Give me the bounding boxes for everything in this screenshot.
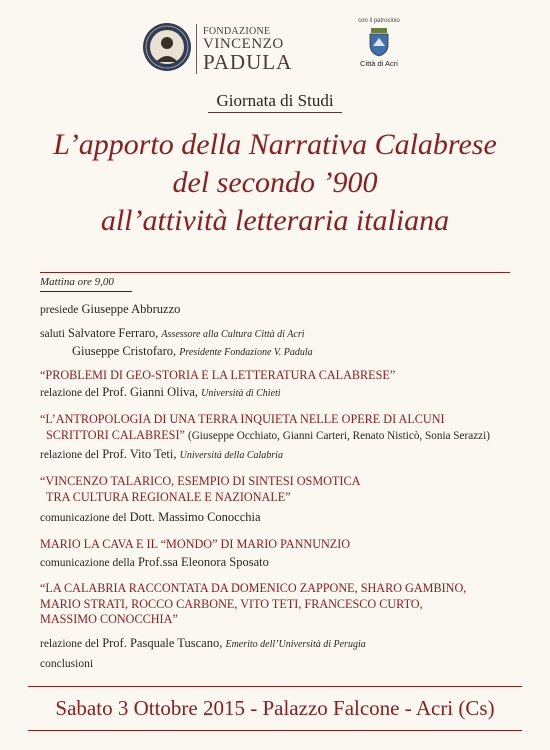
talk3-line2: TRA CULTURA REGIONALE E NAZIONALE”: [46, 489, 291, 504]
greet2-name: Giuseppe Cristofaro,: [72, 344, 177, 358]
talk1-title: “PROBLEMI DI GEO-STORIA E LA LETTERATURA CALABRESE”: [40, 368, 396, 382]
talk1-speaker: Prof. Gianni Oliva,: [102, 385, 199, 399]
event-subtitle-text: Giornata di Studi: [208, 91, 341, 113]
talk2-line1: “L’ANTROPOLOGIA DI UNA TERRA INQUIETA NELLE OPERE DI ALCUNI: [40, 412, 445, 426]
talk3-credit: [40, 510, 520, 526]
foundation-name: [203, 26, 292, 73]
talk2-line2-row: [40, 428, 525, 445]
event-title: [0, 126, 550, 240]
talk2-affiliation: Università della Calabria: [179, 450, 283, 461]
greetings-label: saluti: [40, 328, 65, 340]
chair-name: Giuseppe Abbruzzo: [81, 302, 181, 316]
event-subtitle: [0, 91, 550, 113]
greet1-name: Salvatore Ferraro,: [68, 326, 159, 340]
greet2-role: Presidente Fondazione V. Padula: [179, 347, 313, 358]
session-time: Mattina ore 9,00: [40, 276, 114, 288]
closing-remarks: conclusioni: [40, 658, 94, 670]
city-crest-icon: [368, 27, 390, 57]
talk2-title: [40, 412, 525, 444]
top-rule: [40, 272, 510, 273]
patronage-caption: con il patrocinio: [358, 18, 400, 24]
talk2-authors: (Giuseppe Occhiato, Gianni Carteri, Renato Nisticò, Sonia Serazzi): [187, 429, 490, 442]
talk4-speaker: Prof.ssa Eleonora Sposato: [137, 555, 269, 569]
title-line3: all’attività letteraria italiana: [100, 204, 450, 237]
talk2-line2: SCRITTORI CALABRESI”: [46, 427, 185, 442]
talk5-affiliation: Emerito dell’Università di Perugia: [225, 639, 366, 650]
page-header: [0, 14, 550, 89]
city-name: Città di Acri: [360, 59, 398, 68]
session-underline: [40, 291, 132, 292]
talk4-title: MARIO LA CAVA E IL “MONDO” DI MARIO PANNUNZIO: [40, 537, 351, 551]
greetings-line1: [40, 326, 520, 342]
closing-line: [40, 656, 520, 672]
talk5-label: relazione del: [40, 638, 100, 650]
talk5-speaker: Prof. Pasquale Tuscano,: [102, 636, 223, 650]
talk3-title: [40, 474, 525, 505]
foundation-line3: PADULA: [203, 50, 293, 74]
chair-label: presiede: [40, 304, 79, 316]
talk5-title: [40, 581, 525, 628]
talk1-credit: [40, 385, 520, 401]
greetings-line2: [72, 344, 550, 360]
talk3-line1: “VINCENZO TALARICO, ESEMPIO DI SINTESI OSMOTICA: [40, 474, 361, 488]
talk1-label: relazione del: [40, 387, 100, 399]
talk3-speaker: Dott. Massimo Conocchia: [129, 510, 261, 524]
chair-line: [40, 302, 520, 318]
talk2-credit: [40, 447, 520, 463]
talk5-line3: MASSIMO CONOCCHIA”: [40, 612, 178, 626]
talk4-credit: [40, 555, 520, 571]
greet1-role: Assessore alla Cultura Città di Acri: [161, 329, 305, 340]
title-line2: del secondo ’900: [172, 166, 378, 199]
foundation-line2: VINCENZO: [203, 36, 284, 52]
talk1-affiliation: Università di Chieti: [201, 388, 281, 399]
talk5-line1: “LA CALABRIA RACCONTATA DA DOMENICO ZAPPONE, SHARO GAMBINO,: [40, 581, 467, 595]
talk5-line2: MARIO STRATI, ROCCO CARBONE, VITO TETI, FRANCESCO CURTO,: [40, 596, 423, 611]
foundation-line1: FONDAZIONE: [203, 26, 271, 37]
foundation-seal-icon: [142, 22, 192, 72]
patronage-block: [344, 18, 414, 68]
header-divider: [196, 24, 197, 74]
talk2-label: relazione del: [40, 449, 100, 461]
talk5-credit: [40, 636, 520, 652]
footer-bottom-rule: [28, 730, 522, 731]
footer-date-place: Sabato 3 Ottobre 2015 - Palazzo Falcone - Acri (Cs): [55, 696, 495, 720]
talk2-speaker: Prof. Vito Teti,: [102, 447, 177, 461]
footer-top-rule: [28, 686, 522, 687]
talk4-label: comunicazione della: [40, 557, 135, 569]
talk3-label: comunicazione del: [40, 512, 127, 524]
title-line1: L’apporto della Narrativa Calabrese: [53, 128, 497, 161]
